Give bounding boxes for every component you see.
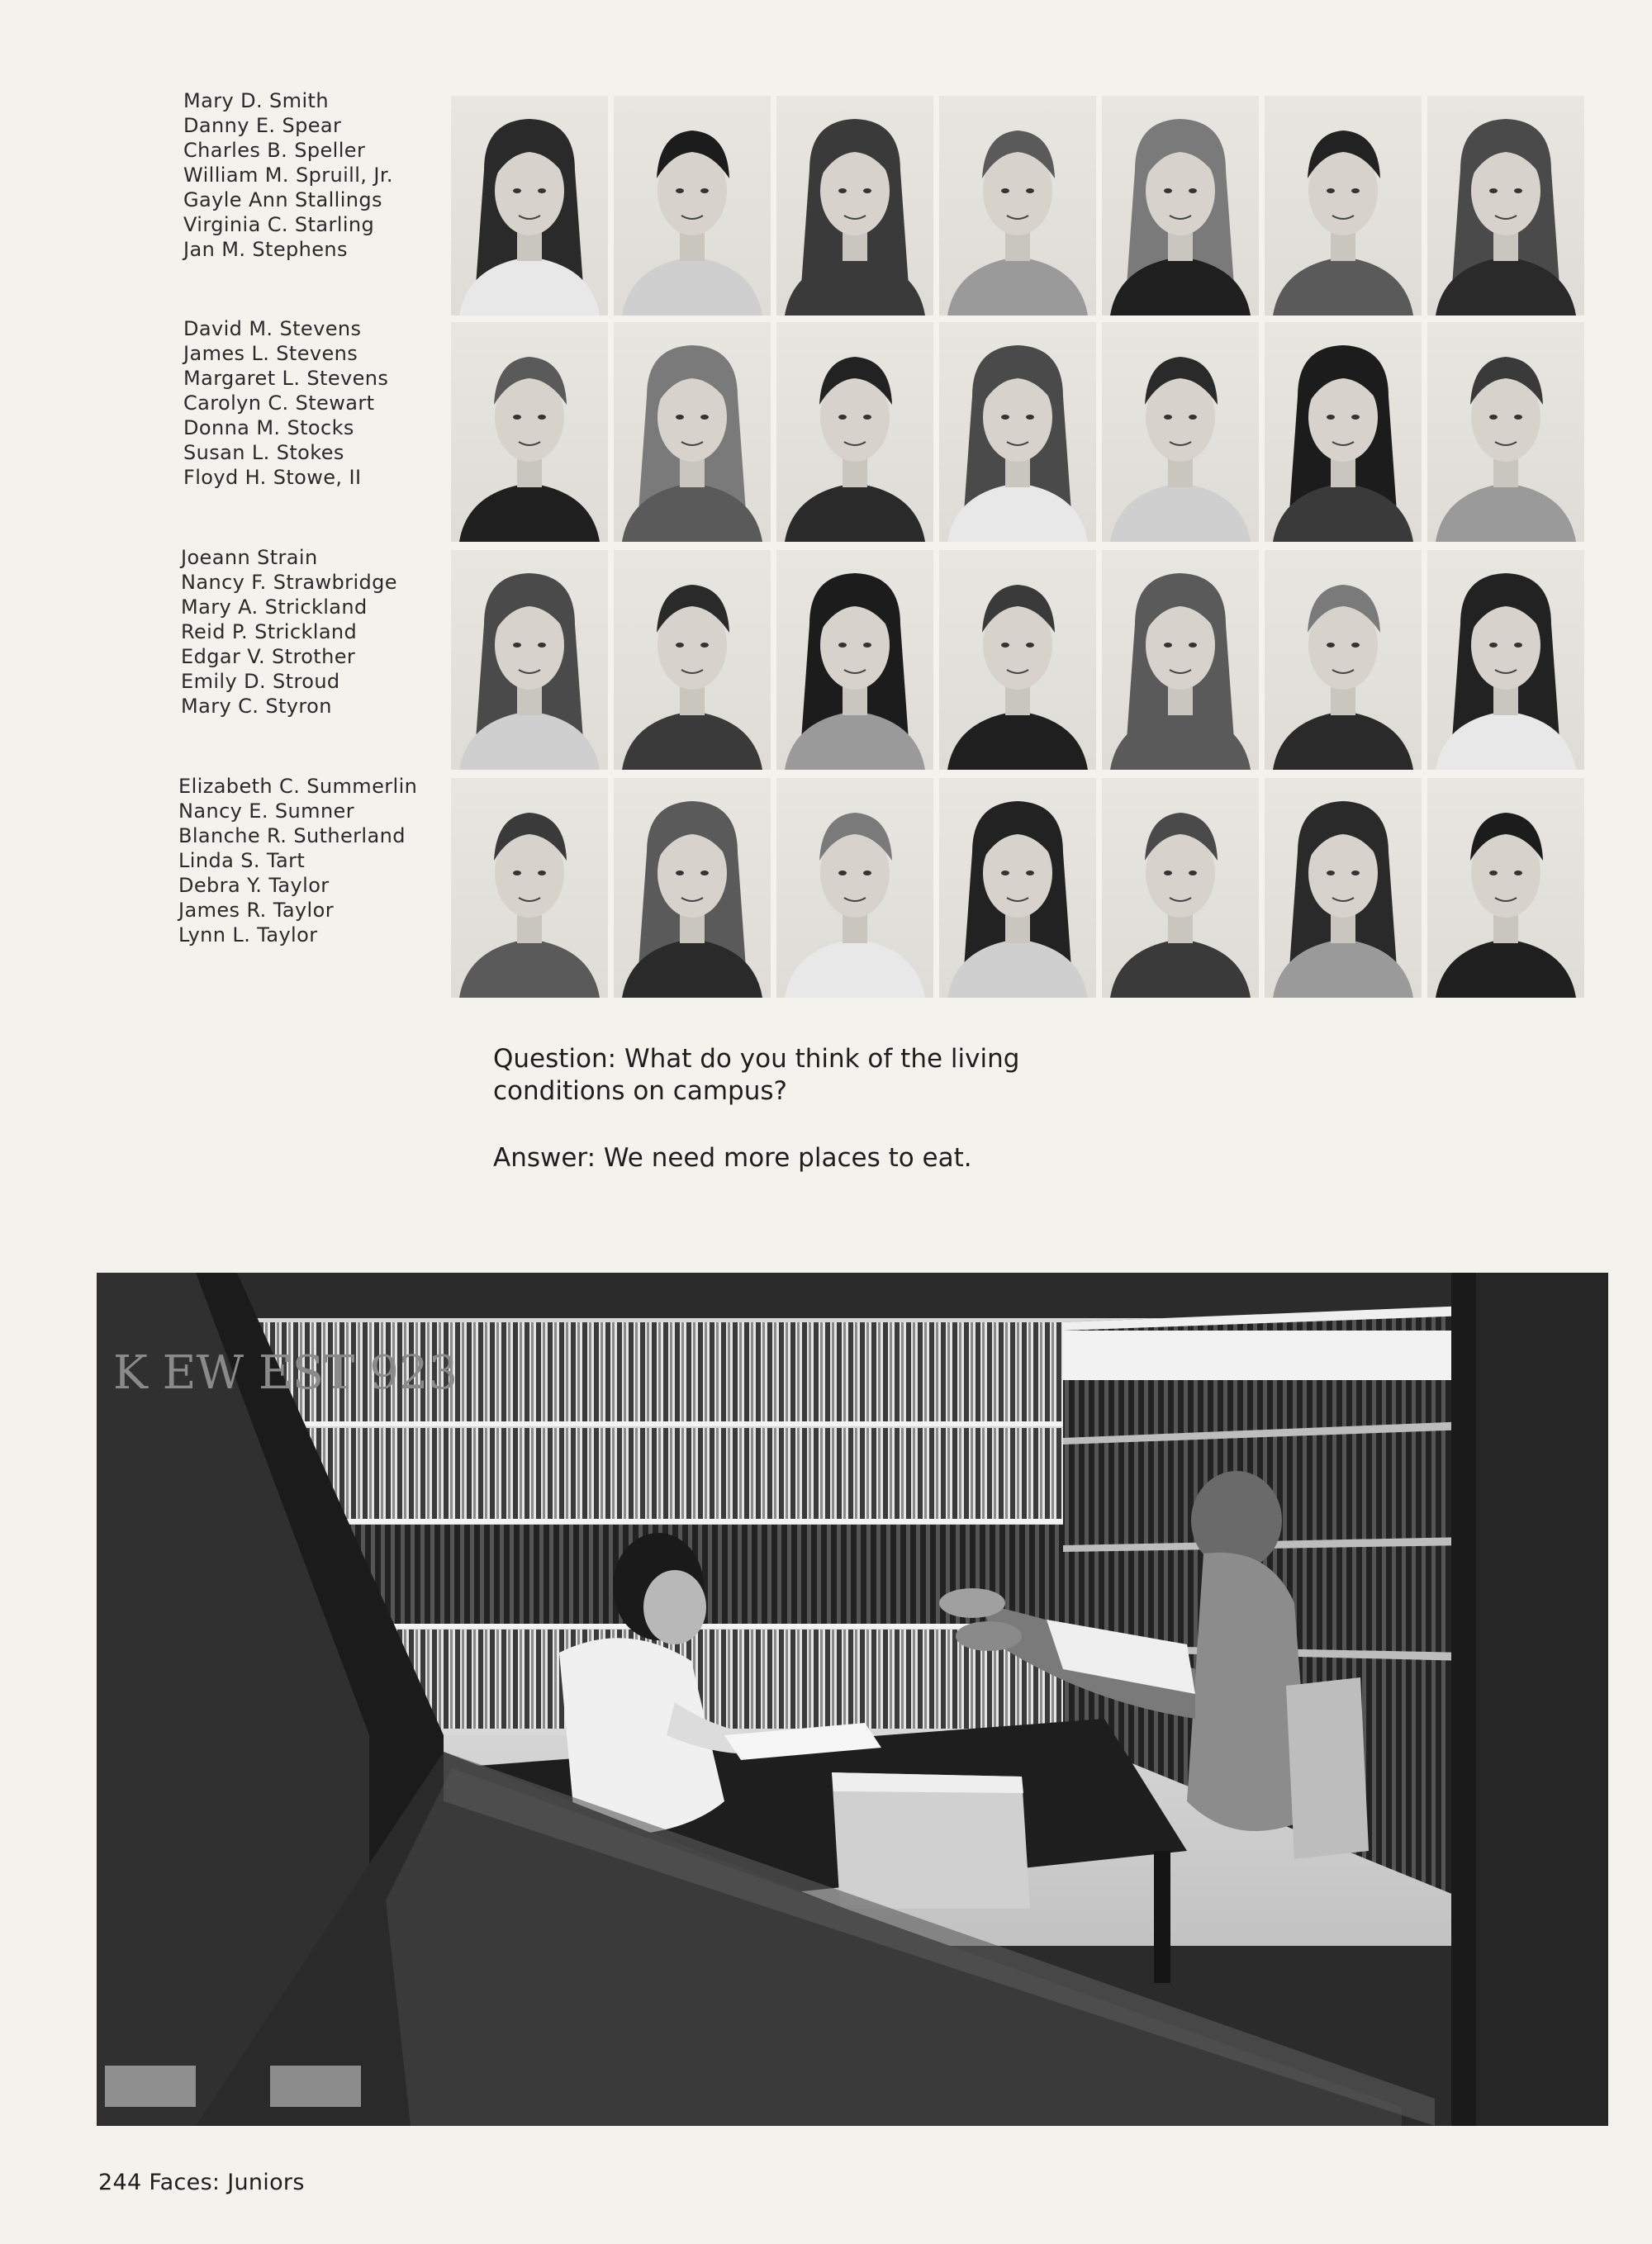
student-name: Nancy F. Strawbridge xyxy=(181,571,397,594)
student-portrait xyxy=(614,96,771,315)
student-portrait xyxy=(776,550,933,770)
student-portrait xyxy=(939,96,1096,315)
student-portrait xyxy=(451,550,608,770)
student-name: Nancy E. Sumner xyxy=(178,799,354,823)
student-name: Debra Y. Taylor xyxy=(178,874,330,897)
student-portrait xyxy=(939,322,1096,542)
student-portrait xyxy=(1427,550,1584,770)
student-portrait xyxy=(1427,96,1584,315)
student-name: Reid P. Strickland xyxy=(181,620,358,643)
student-portrait xyxy=(451,322,608,542)
student-portrait xyxy=(451,778,608,998)
name-list-row-3 xyxy=(181,545,397,719)
student-name: Elizabeth C. Summerlin xyxy=(178,775,418,798)
name-list-row-2 xyxy=(183,316,388,490)
student-portrait xyxy=(1427,778,1584,998)
student-name: Edgar V. Strother xyxy=(181,645,356,668)
student-name: Virginia C. Starling xyxy=(183,213,375,236)
student-name: Donna M. Stocks xyxy=(183,416,354,439)
student-name: Jan M. Stephens xyxy=(183,238,348,261)
student-name: Mary A. Strickland xyxy=(181,595,368,619)
student-portrait xyxy=(1265,96,1422,315)
student-name: Linda S. Tart xyxy=(178,849,306,872)
student-portrait xyxy=(1265,778,1422,998)
student-name: Carolyn C. Stewart xyxy=(183,391,375,415)
student-portrait xyxy=(939,550,1096,770)
student-name: Floyd H. Stowe, II xyxy=(183,466,362,489)
name-list-row-4 xyxy=(178,774,417,947)
student-portrait xyxy=(1102,550,1259,770)
student-name: Blanche R. Sutherland xyxy=(178,824,406,847)
student-name: Susan L. Stokes xyxy=(183,441,344,464)
student-name: James R. Taylor xyxy=(178,899,334,922)
question-text: Question: What do you think of the living conditions on campus? xyxy=(493,1044,1020,1106)
page-footer: 244 Faces: Juniors xyxy=(98,2170,305,2195)
student-portrait xyxy=(1265,322,1422,542)
student-portrait xyxy=(1427,322,1584,542)
student-portrait xyxy=(1102,778,1259,998)
student-name: David M. Stevens xyxy=(183,317,362,340)
student-name: William M. Spruill, Jr. xyxy=(183,164,393,187)
student-portrait xyxy=(614,550,771,770)
student-portrait xyxy=(776,322,933,542)
answer-text: Answer: We need more places to eat. xyxy=(493,1143,972,1173)
student-name: Gayle Ann Stallings xyxy=(183,188,382,211)
student-portrait xyxy=(776,778,933,998)
student-name: Margaret L. Stevens xyxy=(183,367,389,390)
student-portrait xyxy=(1265,550,1422,770)
portrait-grid xyxy=(451,96,1599,1010)
student-name: Mary D. Smith xyxy=(183,89,329,112)
name-list-row-1 xyxy=(183,88,393,262)
student-portrait xyxy=(776,96,933,315)
student-portrait xyxy=(614,778,771,998)
library-photo xyxy=(97,1273,1608,2126)
student-portrait xyxy=(939,778,1096,998)
student-name: Mary C. Styron xyxy=(181,695,332,718)
student-name: Danny E. Spear xyxy=(183,114,342,137)
book-spine-text: K EW EST 923 xyxy=(113,1346,458,1400)
student-portrait xyxy=(614,322,771,542)
student-name: Lynn L. Taylor xyxy=(178,923,318,946)
student-portrait xyxy=(1102,96,1259,315)
student-portrait xyxy=(1102,322,1259,542)
student-name: Charles B. Speller xyxy=(183,139,366,162)
student-portrait xyxy=(451,96,608,315)
student-name: Emily D. Stroud xyxy=(181,670,340,693)
student-name: Joeann Strain xyxy=(181,546,318,569)
student-name: James L. Stevens xyxy=(183,342,358,365)
